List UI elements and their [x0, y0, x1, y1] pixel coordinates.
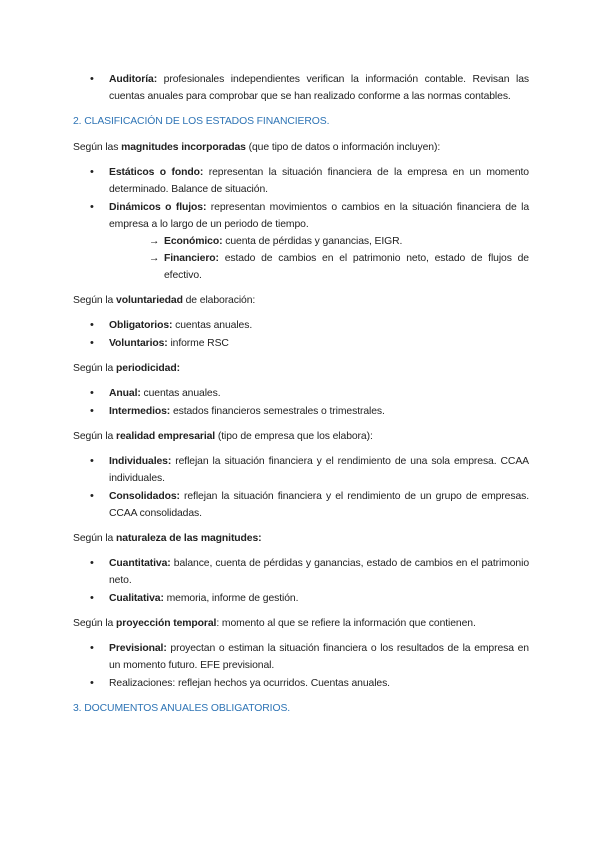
item-text: Realizaciones: reflejan hechos ya ocurridos. Cuentas anuales.	[109, 678, 390, 689]
intro-bold: proyección temporal	[116, 618, 217, 629]
sub-item-term: Financiero:	[164, 253, 219, 264]
list-item-auditoria	[73, 71, 529, 105]
item-term: Intermedios:	[109, 406, 171, 417]
sub-item-text: estado de cambios en el patrimonio neto, estado de flujos de efectivo.	[164, 253, 529, 281]
list-item	[73, 199, 529, 284]
item-text: informe RSC	[167, 338, 229, 349]
proyeccion-list	[73, 640, 529, 692]
item-text: balance, cuenta de pérdidas y ganancias, estado de cambios en el patrimonio neto.	[109, 558, 529, 586]
list-item	[73, 640, 529, 674]
sub-item-term: Económico:	[164, 236, 223, 247]
sub-list-item	[129, 250, 529, 284]
realidad-list	[73, 453, 529, 522]
periodicidad-list	[73, 385, 529, 420]
list-item	[73, 317, 529, 334]
intro-post: (que tipo de datos o información incluyen):	[245, 142, 441, 153]
magnitudes-list	[73, 164, 529, 284]
item-text: reflejan la situación financiera y el rendimiento de un grupo de empresas. CCAA consolidadas.	[109, 491, 529, 519]
item-text: reflejan la situación financiera y el rendimiento de una sola empresa. CCAA individuales.	[109, 456, 529, 484]
item-text: representan la situación financiera de la empresa en un momento determinado. Balance de situación.	[109, 167, 529, 195]
sub-list-item	[129, 233, 529, 250]
intro-post: : momento al que se refiere la información que contienen.	[216, 618, 476, 629]
item-term: Cualitativa:	[109, 593, 164, 604]
intro-post: de elaboración:	[182, 295, 256, 306]
list-item	[73, 675, 529, 692]
intro-pre: Según la	[73, 363, 117, 374]
intro-bold: voluntariedad	[116, 295, 183, 306]
list-item	[73, 335, 529, 352]
item-text: representan movimientos o cambios en la situación financiera de la empresa a lo largo de un periodo de tiempo.	[109, 202, 530, 230]
intro-bold: periodicidad:	[116, 363, 180, 374]
item-term: Dinámicos o flujos:	[109, 202, 207, 213]
intro-pre: Según la	[73, 618, 117, 629]
naturaleza-intro	[73, 530, 529, 547]
item-text: proyectan o estiman la situación financiera o los resultados de la empresa en un momento futuro. EFE previsional.	[109, 643, 529, 671]
item-term: Voluntarios:	[109, 338, 168, 349]
list-item	[73, 403, 529, 420]
item-term: Estáticos o fondo:	[109, 167, 204, 178]
magnitudes-intro	[73, 139, 529, 156]
realidad-intro	[73, 428, 529, 445]
item-term: Cuantitativa:	[109, 558, 171, 569]
intro-bold: magnitudes incorporadas	[121, 142, 246, 153]
arrow-icon: →	[149, 236, 160, 247]
term-auditoria: Auditoría:	[109, 74, 158, 85]
item-term: Anual:	[109, 388, 141, 399]
item-term: Consolidados:	[109, 491, 180, 502]
auditoria-list	[73, 71, 529, 105]
sub-item-text: cuenta de pérdidas y ganancias, EIGR.	[222, 236, 403, 247]
text-auditoria: profesionales independientes verifican la información contable. Revisan las cuentas anuales para comprobar que se han realizado conforme a las normas contables.	[109, 74, 529, 102]
item-text: cuentas anuales.	[140, 388, 221, 399]
item-text: memoria, informe de gestión.	[163, 593, 299, 604]
intro-pre: Según la	[73, 431, 117, 442]
list-item	[73, 164, 529, 198]
item-term: Individuales:	[109, 456, 172, 467]
proyeccion-intro	[73, 615, 529, 632]
list-item	[73, 453, 529, 487]
intro-pre: Según la	[73, 295, 117, 306]
naturaleza-list	[73, 555, 529, 607]
section-2-heading: 2. CLASIFICACIÓN DE LOS ESTADOS FINANCIEROS.	[73, 116, 330, 127]
list-item	[73, 385, 529, 402]
item-term: Previsional:	[109, 643, 167, 654]
item-term: Obligatorios:	[109, 320, 173, 331]
list-item	[73, 488, 529, 522]
intro-bold: naturaleza de las magnitudes:	[116, 533, 262, 544]
document-body	[73, 71, 529, 726]
list-item	[73, 590, 529, 607]
list-item	[73, 555, 529, 589]
intro-pre: Según la	[73, 533, 117, 544]
periodicidad-intro	[73, 360, 529, 377]
intro-bold: realidad empresarial	[116, 431, 216, 442]
intro-post: (tipo de empresa que los elabora):	[215, 431, 373, 442]
arrow-icon: →	[149, 253, 160, 264]
voluntariedad-intro	[73, 292, 529, 309]
flujos-sublist	[109, 233, 529, 284]
section-3-heading: 3. DOCUMENTOS ANUALES OBLIGATORIOS.	[73, 703, 291, 714]
intro-pre: Según las	[73, 142, 122, 153]
voluntariedad-list	[73, 317, 529, 352]
item-text: cuentas anuales.	[172, 320, 253, 331]
item-text: estados financieros semestrales o trimestrales.	[170, 406, 385, 417]
